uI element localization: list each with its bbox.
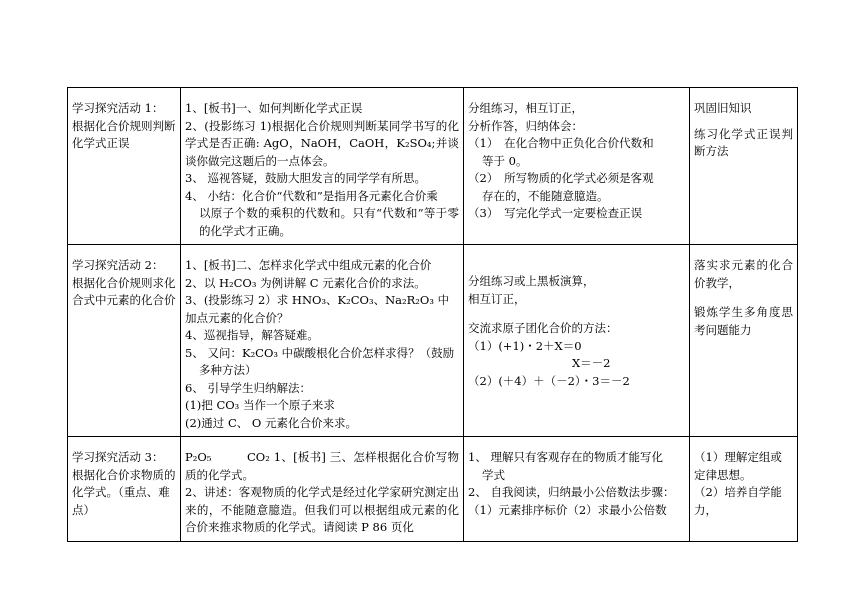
- purpose-cell: [690, 245, 798, 437]
- student-equation: （2）(＋4）＋（－2）・3＝－2: [468, 373, 630, 388]
- teacher-step: 1、[板书]一、如何判断化学式正误: [185, 101, 363, 115]
- student-step: 1、 理解只有客观存在的物质才能写化: [468, 450, 663, 464]
- teacher-step: 2、讲述：客观物质的化学式是经过化学家研究测定出来的，不能随意臆造。但我们可以根据组成元素的化合价来推求物质的化学式。请阅读 P 86 页化: [185, 485, 459, 534]
- student-cell: [464, 245, 690, 437]
- activity-desc: 根据化合价求物质的化学式。（重点、难点）: [72, 467, 176, 517]
- student-step: 分组练习或上黑板演算，: [468, 274, 595, 288]
- table-row: [68, 245, 798, 437]
- teacher-step: 4、巡视指导，解答疑难。: [185, 328, 319, 342]
- teacher-step: 3、(投影练习 2）求 HNO₃、K₂CO₃、Na₂R₂O₃ 中加点元素的化合价？: [185, 293, 450, 325]
- student-step: 相互订正，: [468, 291, 526, 306]
- teacher-step: (1)把 CO₃ 当作一个原子来求: [185, 398, 335, 412]
- activity-desc: 根据化合价规则求化合式中元素的化合价: [72, 275, 176, 307]
- student-step: 分组练习，相互订正，: [468, 101, 583, 115]
- activity-cell: [68, 437, 181, 542]
- table-row: [68, 437, 798, 542]
- student-step: 等于 0。: [482, 153, 528, 168]
- teacher-step: 4、 小结：化合价“代数和”是指用各元素化合价乘: [185, 188, 438, 203]
- student-equation: X＝－2: [572, 356, 611, 370]
- teacher-step: 2、以 H₂CO₃ 为例讲解 C 元素化合价的求法。: [185, 275, 426, 290]
- student-step: 交流求原子团化合价的方法：: [468, 321, 618, 335]
- student-step: 存在的，不能随意臆造。: [482, 188, 609, 203]
- teacher-step: 以原子个数的乘积的代数和。只有“代数和”等于零的化学式才正确。: [199, 206, 459, 238]
- student-step: 2、 自我阅读，归纳最小公倍数法步骤：: [468, 485, 675, 499]
- purpose-text: 练习化学式正误判断方法: [694, 126, 793, 158]
- teacher-step: (2)通过 C、 O 元素化合价来求。: [185, 415, 357, 430]
- teacher-cell: [181, 88, 464, 245]
- activity-cell: [68, 88, 181, 245]
- activity-desc: 根据化合价规则判断化学式正误: [72, 118, 176, 150]
- student-step: 分析作答，归纳体会：: [468, 118, 583, 133]
- activity-cell: [68, 245, 181, 437]
- teacher-cell: [181, 245, 464, 437]
- purpose-text: 锻炼学生多角度思考问题能力: [694, 305, 793, 337]
- teacher-step: 5、 又问：K₂CO₃ 中碳酸根化合价怎样求得？（鼓励: [185, 345, 455, 360]
- student-cell: [464, 88, 690, 245]
- student-step: （2） 所写物质的化学式必须是客观: [468, 171, 654, 185]
- activity-title: 学习探究活动 2：: [72, 258, 164, 272]
- activity-title: 学习探究活动 3：: [72, 450, 164, 464]
- student-step: （1） 在化合物中正负化合价代数和: [468, 136, 654, 150]
- purpose-text: （2）培养自学能力，: [694, 485, 782, 517]
- student-step: 学式: [482, 467, 505, 482]
- student-step: （3） 写完化学式一定要检查正误: [468, 206, 643, 220]
- student-step: （1）元素排序标价（2）求最小公倍数: [468, 502, 667, 517]
- teacher-step: P₂O₅ CO₂ 1、[板书] 三、怎样根据化合价写物质的化学式。: [185, 450, 459, 482]
- purpose-cell: [690, 88, 798, 245]
- purpose-text: （1）理解定组或定律思想。: [694, 450, 782, 482]
- teacher-step: 2、(投影练习 1)根据化合价规则判断某同学书写的化学式是否正确: AgO，NaOH，CaOH，K₂SO₄;并谈谈你做完这题后的一点体会。: [185, 118, 459, 168]
- purpose-cell: [690, 437, 798, 542]
- teacher-step: 6、 引导学生归纳解法：: [185, 380, 311, 395]
- student-equation: （1）(+1)・2＋X＝0: [468, 338, 582, 353]
- activity-title: 学习探究活动 1：: [72, 101, 164, 115]
- purpose-text: 落实求元素的化合价教学，: [694, 258, 793, 290]
- teacher-step: 1、[板书]二、怎样求化学式中组成元素的化合价: [185, 258, 432, 272]
- table-row: [68, 88, 798, 245]
- teacher-step: 3、 巡视答疑，鼓励大胆发言的同学学有所思。: [185, 171, 426, 185]
- student-cell: [464, 437, 690, 542]
- teacher-cell: [181, 437, 464, 542]
- teacher-step: 多种方法）: [199, 363, 257, 377]
- purpose-text: 巩固旧知识: [694, 101, 752, 115]
- lesson-plan-table: [67, 87, 798, 542]
